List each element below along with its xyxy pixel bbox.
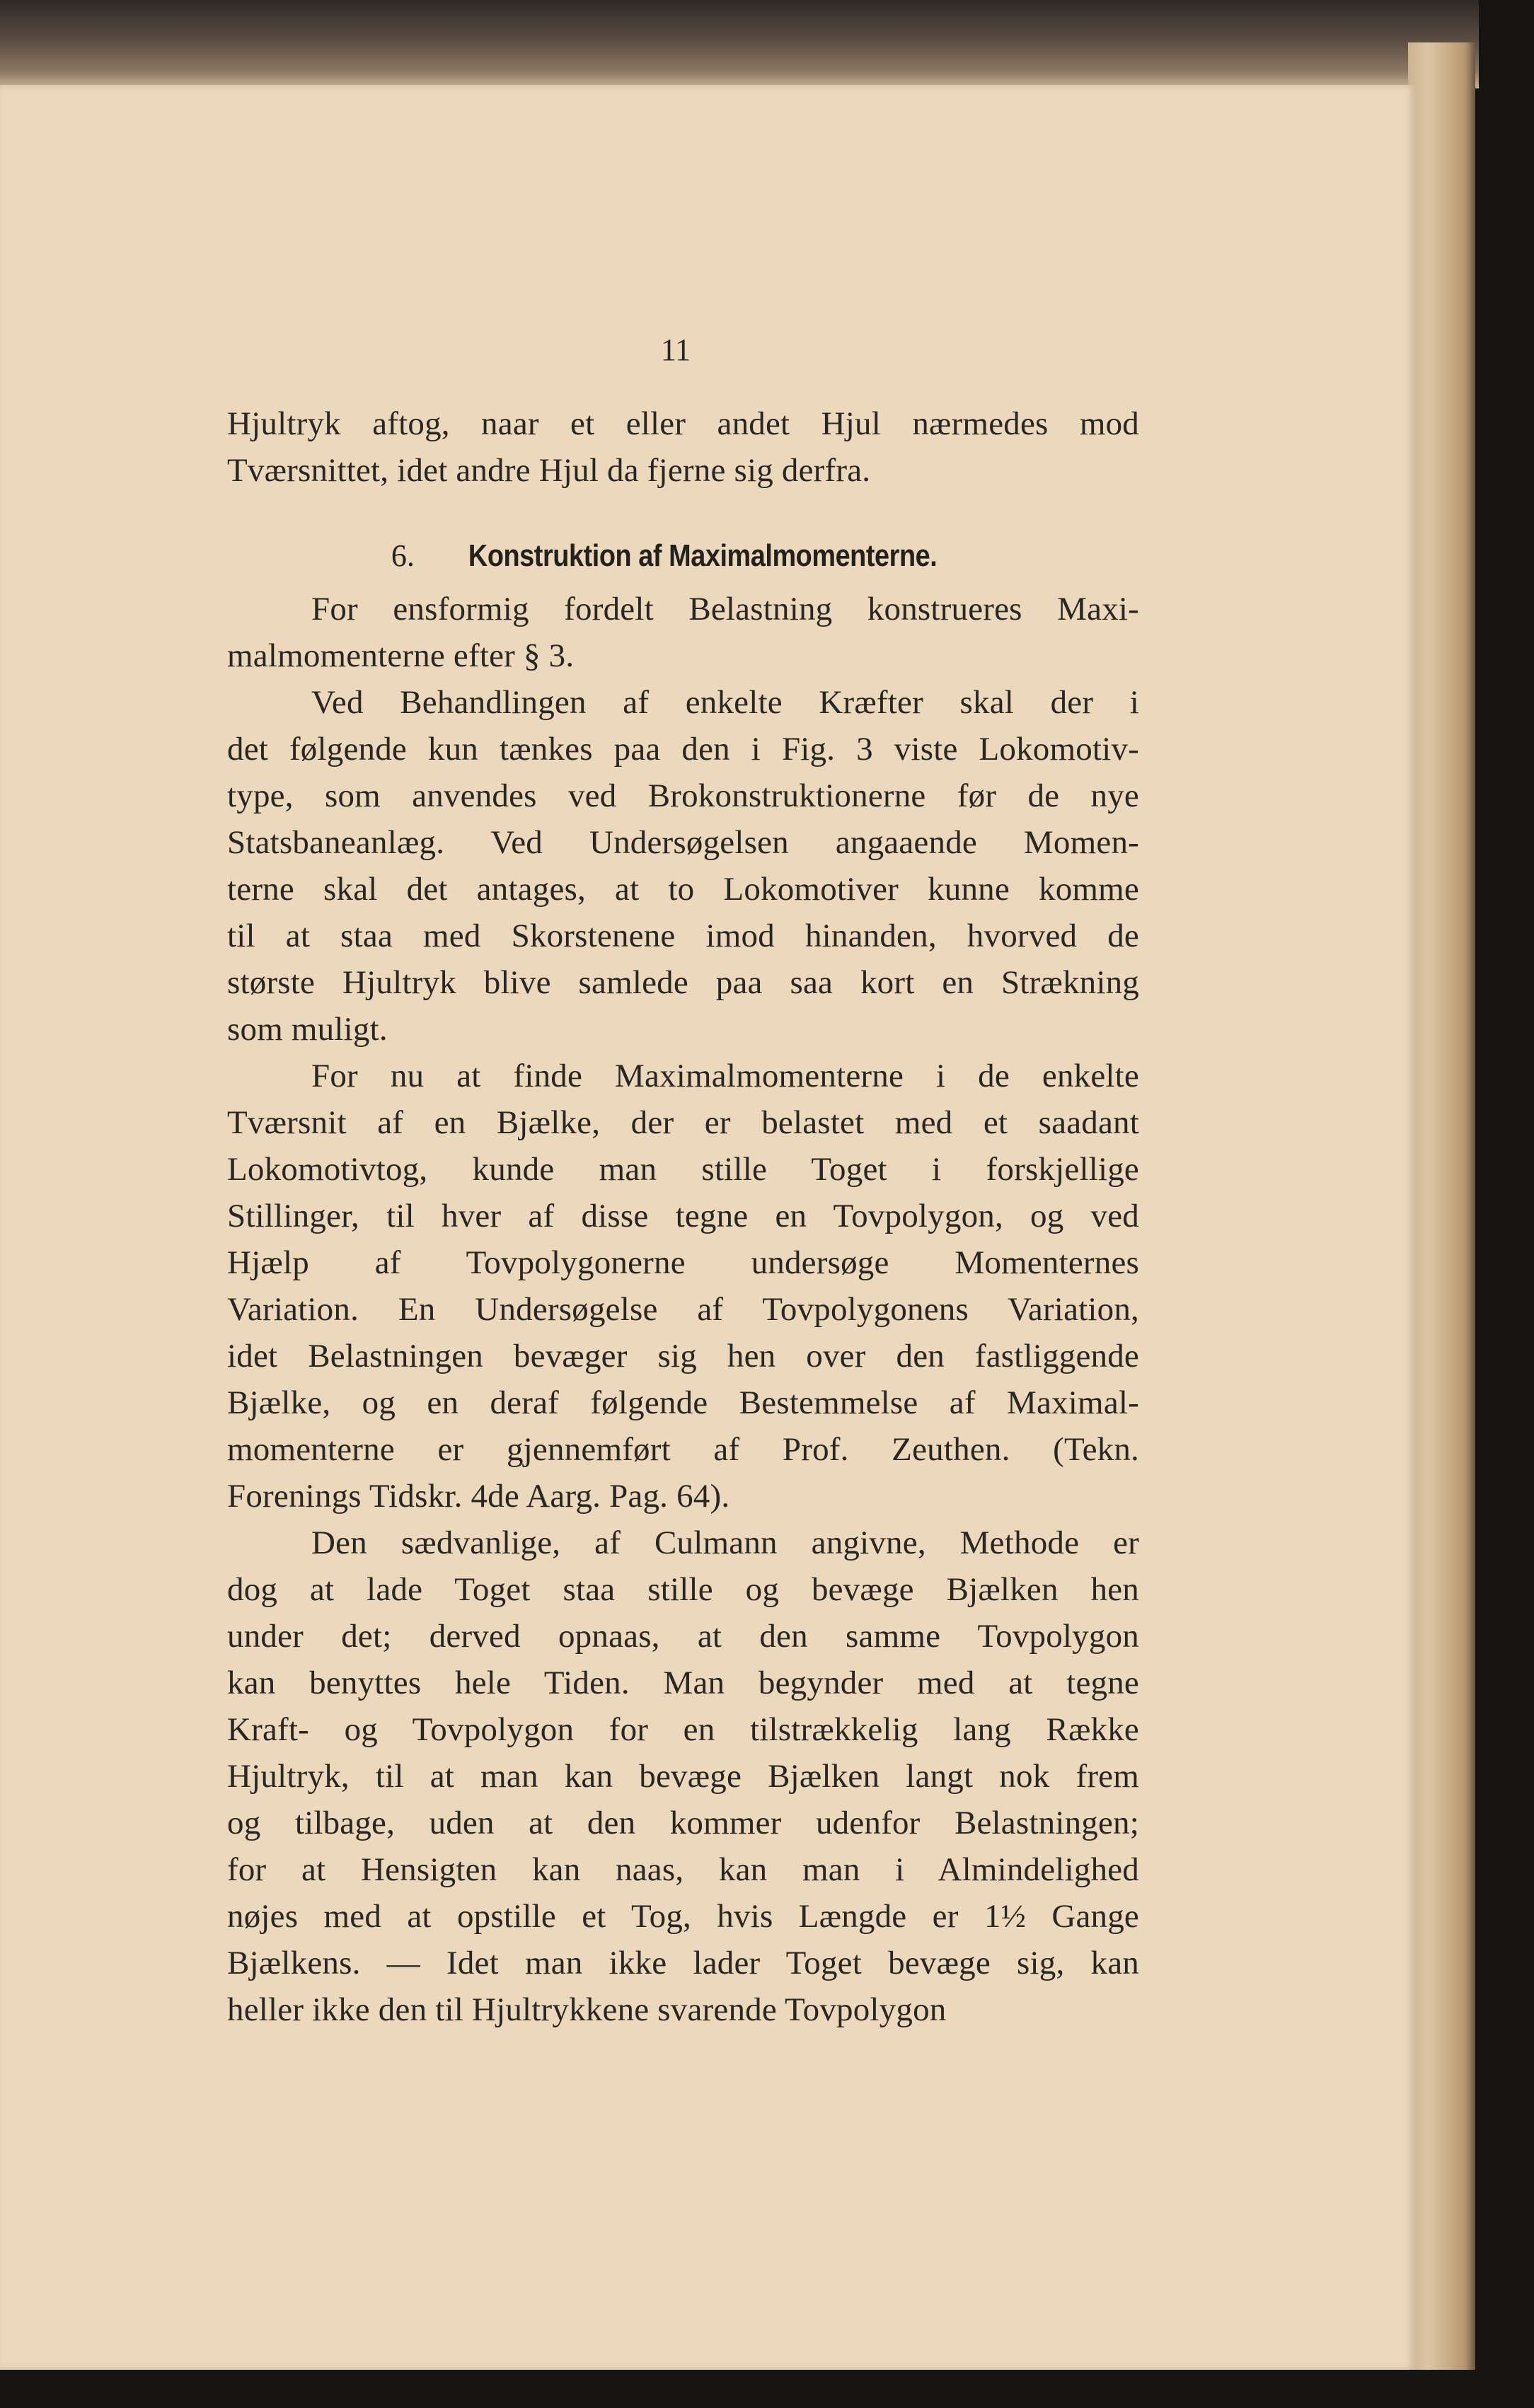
text-line: Statsbaneanlæg. Ved Undersøgelsen angaaende Momen- (227, 824, 1139, 861)
text-line: Forenings Tidskr. 4de Aarg. Pag. 64). (227, 1478, 730, 1515)
book-cover-edge (0, 0, 1479, 88)
text-line: Hjultryk aftog, naar et eller andet Hjul nærmedes mod (227, 405, 1139, 442)
text-line: Bjælkens. — Idet man ikke lader Toget bevæge sig, kan (227, 1945, 1139, 1981)
text-line: momenterne er gjennemført af Prof. Zeuthen. (Tekn. (227, 1431, 1139, 1468)
text-line: Kraft- og Tovpolygon for en tilstrækkelig lang Række (227, 1711, 1139, 1748)
text-line: Hjultryk, til at man kan bevæge Bjælken langt nok frem (227, 1758, 1139, 1795)
text-line: Lokomotivtog, kunde man stille Toget i forskjellige (227, 1151, 1139, 1188)
text-line: Bjælke, og en deraf følgende Bestemmelse af Maximal- (227, 1384, 1139, 1421)
text-line: For ensformig fordelt Belastning konstrueres Maxi- (311, 591, 1139, 627)
section-heading (227, 533, 1139, 579)
text-line: under det; derved opnaas, at den samme Tovpolygon (227, 1618, 1139, 1655)
text-line: Hjælp af Tovpolygonerne undersøge Momenternes (227, 1244, 1139, 1281)
text-line: og tilbage, uden at den kommer udenfor Belastningen; (227, 1805, 1139, 1841)
text-line: for at Hensigten kan naas, kan man i Almindelighed (227, 1851, 1139, 1888)
text-line: Tværsnittet, idet andre Hjul da fjerne sig derfra. (227, 452, 871, 489)
text-line: kan benyttes hele Tiden. Man begynder med at tegne (227, 1665, 1139, 1701)
text-line: til at staa med Skorstenene imod hinanden, hvorved de (227, 918, 1139, 954)
text-line: idet Belastningen bevæger sig hen over den fastliggende (227, 1338, 1139, 1374)
text-line: Den sædvanlige, af Culmann angivne, Methode er (311, 1524, 1139, 1561)
section-title: Konstruktion af Maximalmomenterne. (468, 538, 938, 573)
page-number: 11 (660, 332, 691, 367)
text-line: som muligt. (227, 1011, 388, 1048)
text-line: type, som anvendes ved Brokonstruktionerne før de nye (227, 777, 1139, 814)
text-line: malmomenterne efter § 3. (227, 637, 575, 674)
section-number: 6. (391, 538, 415, 573)
text-line: Ved Behandlingen af enkelte Kræfter skal der i (311, 684, 1139, 721)
text-line: nøjes med at opstille et Tog, hvis Længde er 1½ Gange (227, 1898, 1139, 1935)
text-line: Stillinger, til hver af disse tegne en Tovpolygon, og ved (227, 1198, 1139, 1234)
text-line: Variation. En Undersøgelse af Tovpolygonens Variation, (227, 1291, 1139, 1328)
page-edges (1408, 42, 1475, 2370)
text-line: Tværsnit af en Bjælke, der er belastet med et saadant (227, 1104, 1139, 1141)
text-line: For nu at finde Maximalmomenterne i de enkelte (311, 1058, 1139, 1094)
text-line: heller ikke den til Hjultrykkene svarende Tovpolygon (227, 1991, 947, 2028)
text-line: terne skal det antages, at to Lokomotiver kunne komme (227, 871, 1139, 908)
text-line: største Hjultryk blive samlede paa saa kort en Strækning (227, 964, 1139, 1001)
text-line: dog at lade Toget staa stille og bevæge Bjælken hen (227, 1571, 1139, 1608)
text-line: det følgende kun tænkes paa den i Fig. 3 viste Lokomotiv- (227, 731, 1139, 768)
